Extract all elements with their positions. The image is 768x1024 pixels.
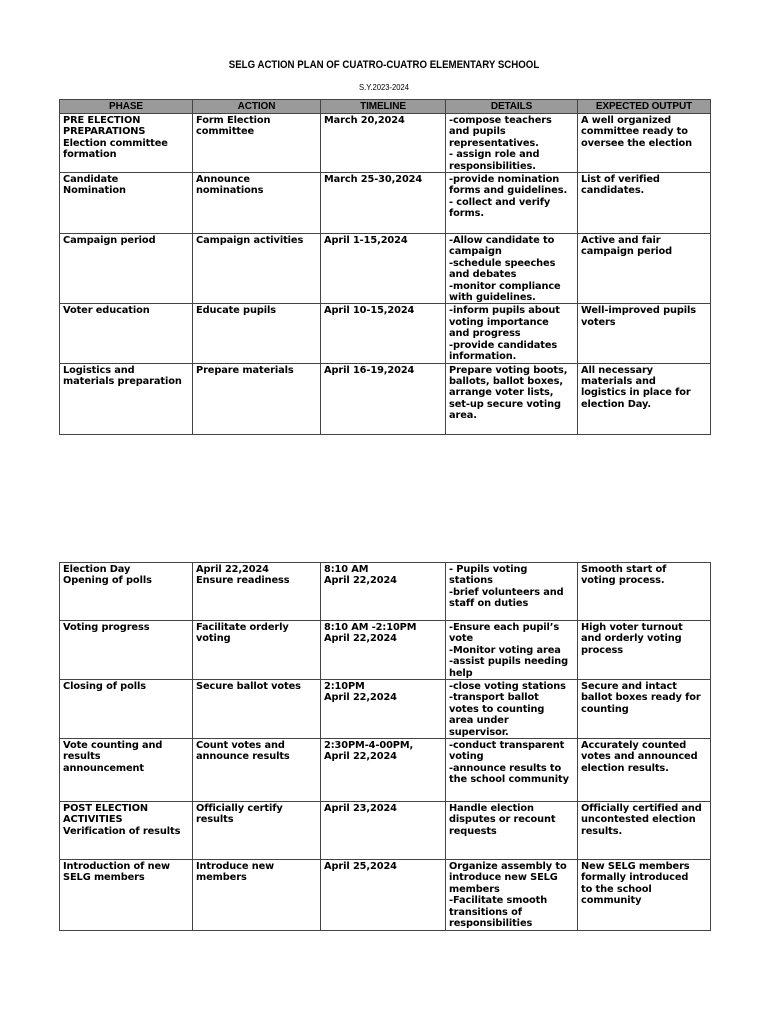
action-text: April 22,2024 Ensure readiness [196, 564, 290, 587]
cell-timeline [321, 304, 446, 363]
table-row [60, 621, 711, 680]
table-row [60, 739, 711, 802]
cell-expected-output [578, 304, 711, 363]
details-text: -Allow candidate to campaign -schedule speeches and debates -monitor compliance with guidelines. [449, 235, 561, 304]
cell-timeline [321, 363, 446, 434]
expected-output-text: Accurately counted votes and announced election results. [581, 740, 698, 774]
table-row [60, 114, 711, 173]
action-text: Announce nominations [196, 174, 264, 197]
expected-output-text: Officially certified and uncontested election results. [581, 803, 702, 837]
timeline-text: March 25-30,2024 [324, 174, 423, 186]
phase-text: Closing of polls [63, 681, 146, 693]
expected-output-text: Smooth start of voting process. [581, 564, 667, 587]
header-expected-output: EXPECTED OUTPUT [578, 100, 711, 114]
cell-action [193, 680, 321, 739]
cell-phase [60, 304, 193, 363]
action-plan-table-1 [59, 99, 711, 435]
phase-text: Logistics and materials preparation [63, 364, 182, 387]
cell-timeline [321, 802, 446, 860]
expected-output-text: List of verified candidates. [581, 174, 660, 197]
cell-action [193, 621, 321, 680]
timeline-text: April 16-19,2024 [324, 364, 415, 376]
cell-action [193, 173, 321, 234]
cell-expected-output [578, 860, 711, 930]
details-text: -compose teachers and pupils representatives. - assign role and responsibilities. [449, 115, 552, 172]
cell-action [193, 114, 321, 173]
cell-timeline [321, 114, 446, 173]
cell-timeline [321, 860, 446, 930]
phase-text: Vote counting and results announcement [63, 740, 163, 774]
header-phase: PHASE [60, 100, 193, 114]
cell-action [193, 563, 321, 621]
phase-text: Election Day Opening of polls [63, 564, 152, 587]
cell-details [446, 234, 578, 304]
action-text: Prepare materials [196, 364, 294, 376]
timeline-text: 8:10 AM -2:10PM April 22,2024 [324, 622, 417, 645]
details-text: -conduct transparent voting -announce results to the school community [449, 740, 569, 786]
cell-phase [60, 173, 193, 234]
details-text: -inform pupils about voting importance and progress -provide candidates information. [449, 305, 560, 363]
table-row [60, 802, 711, 860]
table-row [60, 234, 711, 304]
timeline-text: April 23,2024 [324, 803, 397, 815]
header-action: ACTION [193, 100, 321, 114]
cell-timeline [321, 563, 446, 621]
cell-action [193, 739, 321, 802]
action-text: Count votes and announce results [196, 740, 290, 763]
timeline-text: April 10-15,2024 [324, 305, 415, 317]
cell-timeline [321, 173, 446, 234]
action-text: Form Election committee [196, 115, 271, 138]
cell-details [446, 621, 578, 680]
expected-output-text: Well-improved pupils voters [581, 305, 697, 328]
cell-details [446, 739, 578, 802]
cell-details [446, 802, 578, 860]
cell-action [193, 802, 321, 860]
cell-timeline [321, 621, 446, 680]
action-text: Campaign activities [196, 235, 304, 247]
action-text: Officially certify results [196, 803, 283, 826]
phase-text: Voter education [63, 305, 150, 317]
cell-details [446, 304, 578, 363]
cell-details [446, 563, 578, 621]
cell-phase [60, 802, 193, 860]
cell-expected-output [578, 621, 711, 680]
cell-phase [60, 621, 193, 680]
table-row [60, 563, 711, 621]
cell-action [193, 304, 321, 363]
cell-phase [60, 860, 193, 930]
table-row [60, 363, 711, 434]
table-row [60, 680, 711, 739]
cell-timeline [321, 739, 446, 802]
cell-timeline [321, 680, 446, 739]
timeline-text: 2:30PM-4-00PM, April 22,2024 [324, 740, 414, 763]
school-year: S.Y.2023-2024 [358, 82, 410, 92]
cell-expected-output [578, 739, 711, 802]
details-text: Prepare voting boots, ballots, ballot boxes, arrange voter lists, set-up secure voting area. [449, 364, 568, 422]
table-row [60, 173, 711, 234]
timeline-text: April 1-15,2024 [324, 235, 408, 247]
timeline-text: 2:10PM April 22,2024 [324, 681, 397, 704]
header-timeline: TIMELINE [321, 100, 446, 114]
table-row [60, 860, 711, 930]
cell-expected-output [578, 114, 711, 173]
cell-details [446, 173, 578, 234]
expected-output-text: All necessary materials and logistics in place for election Day. [581, 364, 691, 410]
cell-phase [60, 234, 193, 304]
details-text: Handle election disputes or recount requests [449, 803, 556, 837]
cell-expected-output [578, 234, 711, 304]
cell-details [446, 860, 578, 930]
cell-details [446, 363, 578, 434]
phase-text: Campaign period [63, 235, 156, 247]
expected-output-text: Active and fair campaign period [581, 235, 673, 258]
table-row [60, 304, 711, 363]
cell-timeline [321, 234, 446, 304]
expected-output-text: Secure and intact ballot boxes ready for counting [581, 681, 701, 715]
cell-phase [60, 363, 193, 434]
details-text: - Pupils voting stations -brief volunteers and staff on duties [449, 564, 564, 610]
expected-output-text: A well organized committee ready to oversee the election [581, 115, 693, 149]
document-title: SELG ACTION PLAN OF CUATRO-CUATRO ELEMENTARY SCHOOL [228, 59, 540, 71]
cell-action [193, 234, 321, 304]
action-text: Secure ballot votes [196, 681, 301, 693]
cell-action [193, 363, 321, 434]
header-details: DETAILS [446, 100, 578, 114]
timeline-text: April 25,2024 [324, 861, 397, 873]
details-text: Organize assembly to introduce new SELG members -Facilitate smooth transitions of responsibilities [449, 861, 567, 930]
cell-expected-output [578, 173, 711, 234]
details-text: -close voting stations -transport ballot votes to counting area under supervisor. [449, 681, 566, 738]
details-text: -provide nomination forms and guidelines. - collect and verify forms. [449, 174, 568, 220]
details-text: -Ensure each pupil’s vote -Monitor voting area -assist pupils needing help [449, 622, 569, 679]
cell-details [446, 114, 578, 173]
cell-phase [60, 680, 193, 739]
cell-phase [60, 739, 193, 802]
cell-expected-output [578, 563, 711, 621]
table-header-row [60, 100, 711, 114]
phase-text: Candidate Nomination [63, 174, 126, 197]
action-text: Educate pupils [196, 305, 276, 317]
cell-expected-output [578, 680, 711, 739]
cell-action [193, 860, 321, 930]
timeline-text: March 20,2024 [324, 115, 405, 126]
expected-output-text: High voter turnout and orderly voting process [581, 622, 683, 656]
cell-expected-output [578, 363, 711, 434]
phase-text: PRE ELECTION PREPARATIONS Election committee formation [63, 115, 168, 161]
cell-details [446, 680, 578, 739]
action-text: Facilitate orderly voting [196, 622, 289, 645]
cell-phase [60, 114, 193, 173]
expected-output-text: New SELG members formally introduced to the school community [581, 861, 690, 907]
action-plan-table-2 [59, 562, 711, 931]
phase-text: POST ELECTION ACTIVITIES Verification of results [63, 803, 181, 837]
phase-text: Voting progress [63, 622, 150, 633]
phase-text: Introduction of new SELG members [63, 861, 170, 884]
cell-expected-output [578, 802, 711, 860]
action-text: Introduce new members [196, 861, 275, 884]
cell-phase [60, 563, 193, 621]
timeline-text: 8:10 AM April 22,2024 [324, 564, 397, 587]
